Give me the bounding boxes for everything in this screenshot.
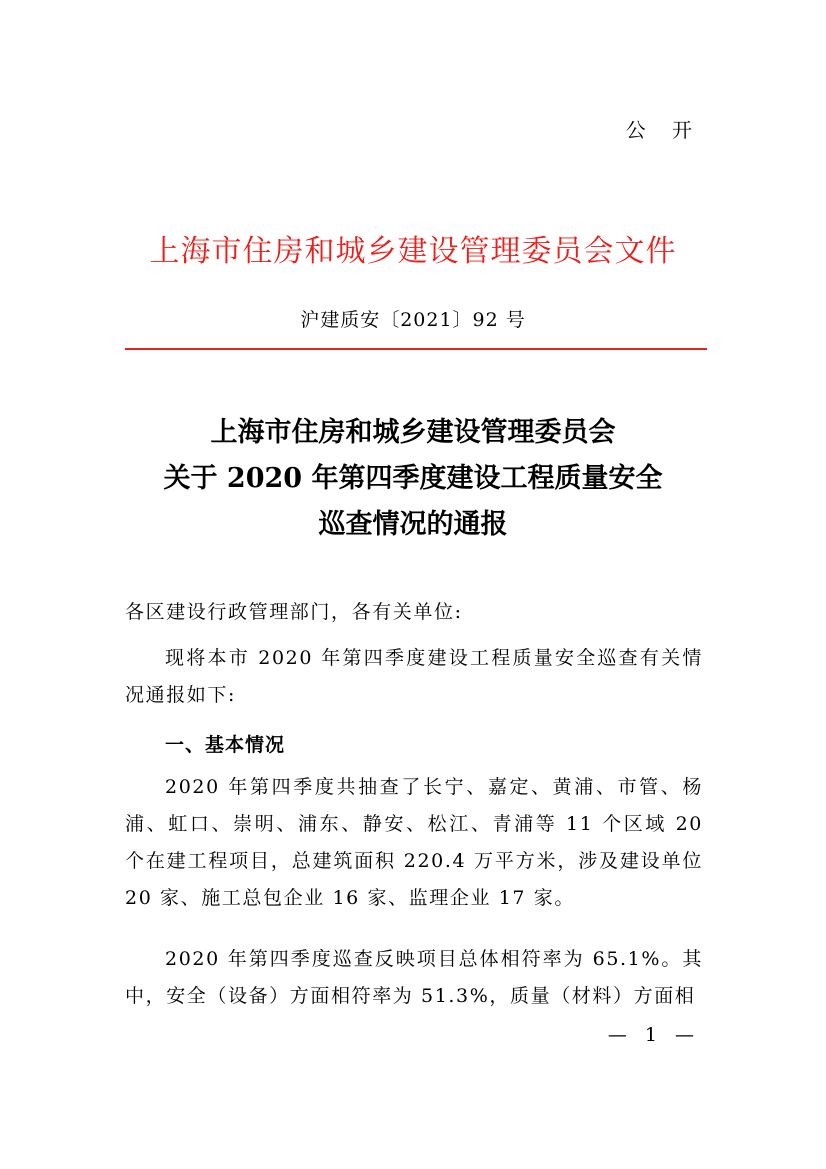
red-divider-line [125, 348, 707, 350]
title-line-3: 巡查情况的通报 [318, 509, 508, 540]
page-number: — 1 — [607, 1024, 700, 1046]
document-title [0, 410, 826, 548]
paragraph-inspection-scope: 2020 年第四季度共抽查了长宁、嘉定、黄浦、市管、杨浦、虹口、崇明、浦东、静安、松江、青浦等 11 个区域 20 个在建工程项目，总建筑面积 220.4 万平方米，涉及建设单位 20 家、施工总包企业 16 家、监理企业 17 家。 [125, 776, 703, 909]
paragraph-compliance-rate: 2020 年第四季度巡查反映项目总体相符率为 65.1%。其中，安全（设备）方面相符率为 51.3%，质量（材料）方面相 [125, 948, 703, 1007]
title-line-1: 上海市住房和城乡建设管理委员会 [210, 417, 616, 448]
intro-paragraph: 现将本市 2020 年第四季度建设工程质量安全巡查有关情况通报如下: [125, 647, 703, 706]
public-classification-mark: 公 开 [625, 118, 702, 142]
salutation: 各区建设行政管理部门，各有关单位: [125, 601, 463, 623]
title-line-2: 关于 2020 年第四季度建设工程质量安全 [163, 463, 663, 494]
document-number: 沪建质安〔2021〕92 号 [300, 309, 526, 331]
section-heading-basic-situation: 一、基本情况 [165, 734, 286, 756]
issuer-header: 上海市住房和城乡建设管理委员会文件 [149, 234, 677, 269]
